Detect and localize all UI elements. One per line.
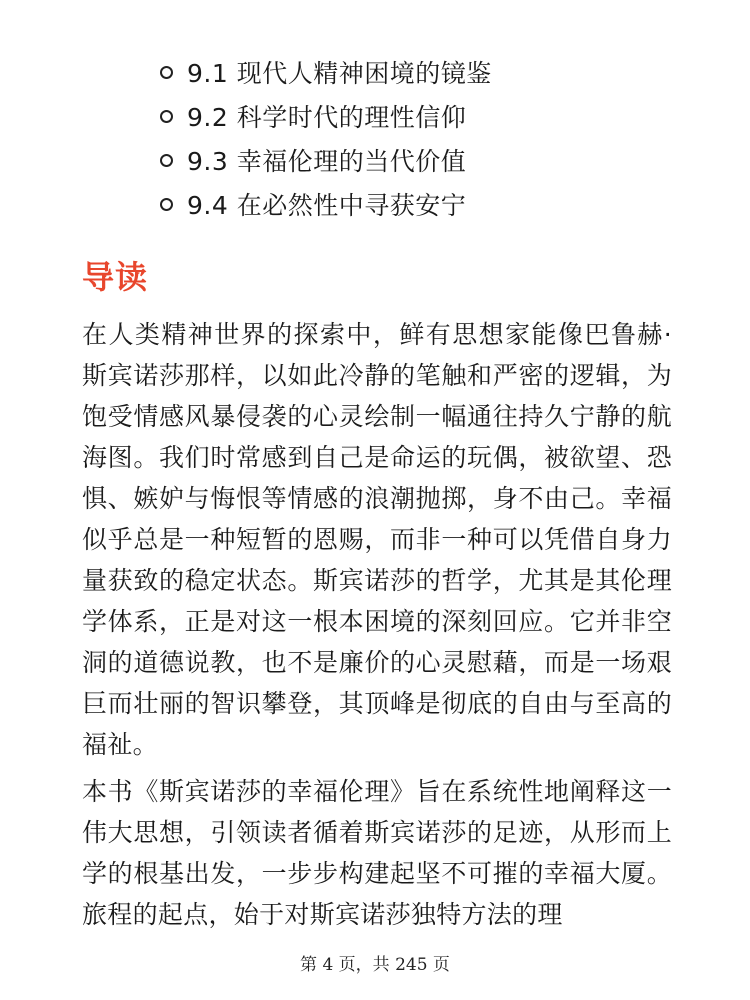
toc-item[interactable]	[160, 94, 492, 138]
page-number: 第 4 页，共 245 页	[300, 955, 450, 975]
section-heading: 导读	[82, 258, 149, 296]
circle-bullet-icon	[160, 154, 173, 167]
toc-item-label: 9.3 幸福伦理的当代价值	[187, 147, 467, 176]
circle-bullet-icon	[160, 66, 173, 79]
body-paragraph: 本书《斯宾诺莎的幸福伦理》旨在系统性地阐释这一伟大思想，引领读者循着斯宾诺莎的足迹，从形而上学的根基出发，一步步构建起坚不可摧的幸福大厦。旅程的起点，始于对斯宾诺莎独特方法的理	[82, 777, 672, 929]
toc-item[interactable]	[160, 50, 492, 94]
toc-item-label: 9.4 在必然性中寻获安宁	[187, 191, 467, 220]
circle-bullet-icon	[160, 110, 173, 123]
circle-bullet-icon	[160, 198, 173, 211]
body-paragraph: 在人类精神世界的探索中，鲜有思想家能像巴鲁赫·斯宾诺莎那样，以如此冷静的笔触和严密的逻辑，为饱受情感风暴侵袭的心灵绘制一幅通往持久宁静的航海图。我们时常感到自己是命运的玩偶，被欲望、恐惧、嫉妒与悔恨等情感的浪潮抛掷，身不由己。幸福似乎总是一种短暂的恩赐，而非一种可以凭借自身力量获致的稳定状态。斯宾诺莎的哲学，尤其是其伦理学体系，正是对这一根本困境的深刻回应。它并非空洞的道德说教，也不是廉价的心灵慰藉，而是一场艰巨而壮丽的智识攀登，其顶峰是彻底的自由与至高的福祉。	[82, 320, 672, 759]
toc-item-label: 9.1 现代人精神困境的镜鉴	[187, 59, 492, 88]
table-of-contents	[160, 50, 492, 226]
toc-item-label: 9.2 科学时代的理性信仰	[187, 103, 467, 132]
section-body	[82, 314, 672, 941]
toc-item[interactable]	[160, 182, 492, 226]
toc-item[interactable]	[160, 138, 492, 182]
